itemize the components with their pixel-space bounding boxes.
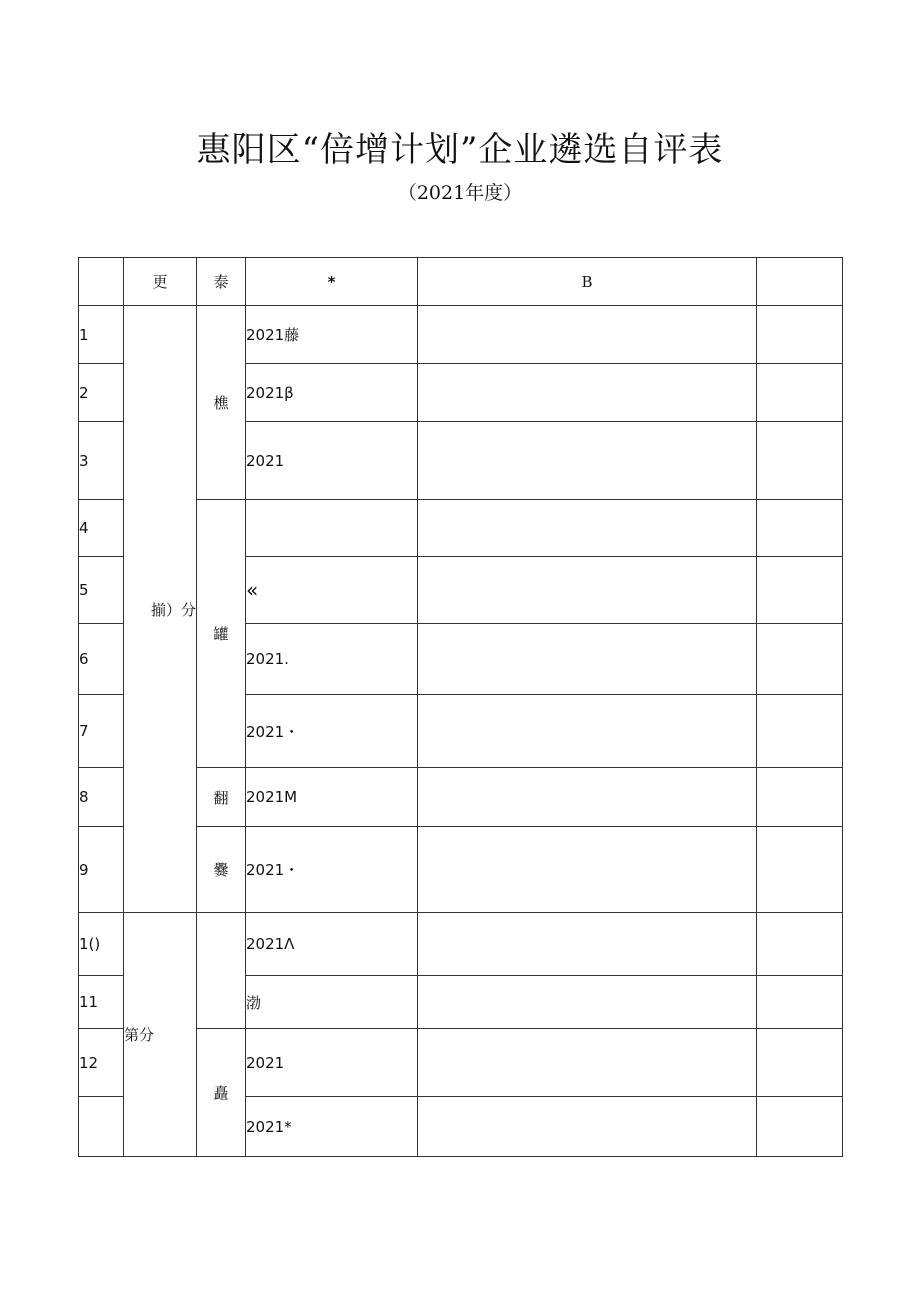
score-cell[interactable] [757,624,843,695]
score-cell[interactable] [757,306,843,364]
item-cell: 2021 [246,1029,418,1097]
header-cell-score [757,258,843,306]
item-cell: 2021藤 [246,306,418,364]
score-cell[interactable] [757,768,843,827]
row-number: 9 [79,827,124,913]
row-number: 4 [79,500,124,557]
content-cell[interactable] [418,827,757,913]
subgroup-cell: 爨 [197,827,246,913]
score-cell[interactable] [757,1097,843,1157]
category-cell: 揃）分 [124,306,197,913]
subgroup-cell: 翻 [197,768,246,827]
score-cell[interactable] [757,976,843,1029]
score-cell[interactable] [757,1029,843,1097]
row-number: 5 [79,557,124,624]
row-number: 2 [79,364,124,422]
header-cell-index [79,258,124,306]
score-cell[interactable] [757,422,843,500]
row-number: 1 [79,306,124,364]
item-cell: « [246,557,418,624]
item-cell: 2021・ [246,695,418,768]
row-number: 3 [79,422,124,500]
header-cell-content: B [418,258,757,306]
item-cell: 2021・ [246,827,418,913]
subgroup-cell-empty [197,913,246,1029]
item-cell: 2021 [246,422,418,500]
row-number: 8 [79,768,124,827]
content-cell[interactable] [418,695,757,768]
header-cell-item: * [246,258,418,306]
evaluation-table [78,257,843,1157]
item-cell: 2021Λ [246,913,418,976]
content-cell[interactable] [418,768,757,827]
item-cell: 渤 [246,976,418,1029]
page-title: 惠阳区“倍增计划”企业遴选自评表 [196,130,724,170]
header-cell-subgroup: 泰 [197,258,246,306]
content-cell[interactable] [418,1097,757,1157]
row-number [79,1097,124,1157]
subgroup-cell: 罐 [197,500,246,768]
content-cell[interactable] [418,976,757,1029]
score-cell[interactable] [757,557,843,624]
item-cell [246,500,418,557]
content-cell[interactable] [418,913,757,976]
score-cell[interactable] [757,500,843,557]
item-cell: 2021* [246,1097,418,1157]
subgroup-cell: 矗 [197,1029,246,1157]
content-cell[interactable] [418,422,757,500]
subgroup-cell: 樵 [197,306,246,500]
content-cell[interactable] [418,500,757,557]
category-cell: 第分 [124,913,197,1157]
score-cell[interactable] [757,364,843,422]
item-cell: 2021β [246,364,418,422]
row-number: 7 [79,695,124,768]
content-cell[interactable] [418,364,757,422]
content-cell[interactable] [418,306,757,364]
header-cell-category: 更 [124,258,197,306]
row-number: 1() [79,913,124,976]
row-number: 6 [79,624,124,695]
table-row [79,913,843,976]
score-cell[interactable] [757,913,843,976]
page-subtitle: （2021年度） [397,182,523,204]
score-cell[interactable] [757,827,843,913]
content-cell[interactable] [418,624,757,695]
score-cell[interactable] [757,695,843,768]
header-row [79,258,843,306]
row-number: 12 [79,1029,124,1097]
table-row [79,306,843,364]
content-cell[interactable] [418,1029,757,1097]
item-cell: 2021M [246,768,418,827]
content-cell[interactable] [418,557,757,624]
row-number: 11 [79,976,124,1029]
item-cell: 2021. [246,624,418,695]
